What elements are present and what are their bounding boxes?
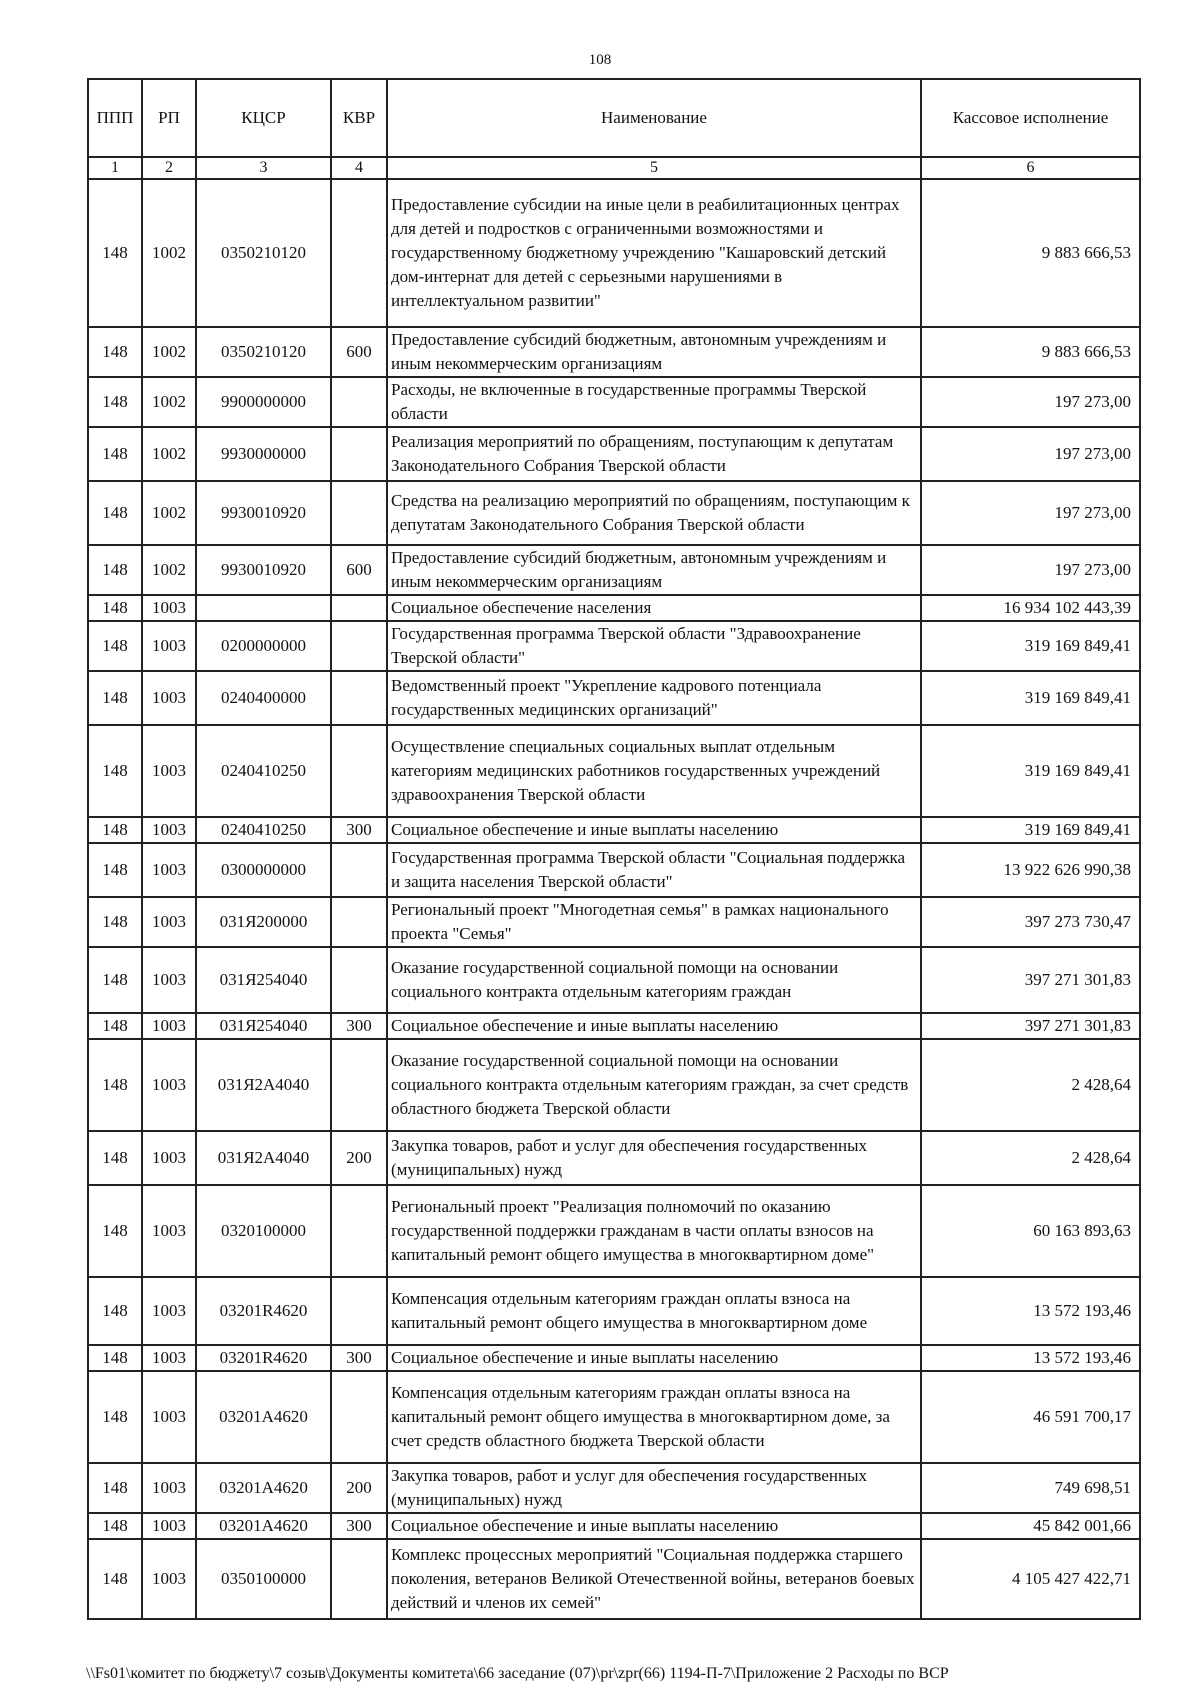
cell-rp: 1003: [142, 1513, 196, 1539]
cell-rp: 1002: [142, 377, 196, 427]
cell-ppp: 148: [88, 1345, 142, 1371]
table-row: [88, 897, 1140, 947]
cell-amount: 197 273,00: [921, 377, 1140, 427]
cell-amount: 16 934 102 443,39: [921, 595, 1140, 621]
cell-rp: 1002: [142, 545, 196, 595]
cell-kvr: [331, 843, 387, 897]
cell-ppp: 148: [88, 481, 142, 545]
table-row: [88, 327, 1140, 377]
table-body: [88, 179, 1140, 1619]
cell-amount: 319 169 849,41: [921, 671, 1140, 725]
cell-kvr: [331, 621, 387, 671]
header-rp: РП: [142, 79, 196, 157]
cell-name: Социальное обеспечение и иные выплаты населению: [387, 1013, 921, 1039]
table-row: [88, 377, 1140, 427]
cell-ppp: 148: [88, 621, 142, 671]
cell-ppp: 148: [88, 1131, 142, 1185]
cell-amount: 9 883 666,53: [921, 327, 1140, 377]
cell-name: Ведомственный проект "Укрепление кадрового потенциала государственных медицинских организаций": [387, 671, 921, 725]
cell-kvr: [331, 1539, 387, 1619]
cell-name: Предоставление субсидий бюджетным, автономным учреждениям и иным некоммерческим организациям: [387, 545, 921, 595]
table-row: [88, 179, 1140, 327]
table-row: [88, 1539, 1140, 1619]
cell-kcsr: [196, 595, 331, 621]
cell-rp: 1003: [142, 897, 196, 947]
cell-name: Закупка товаров, работ и услуг для обеспечения государственных (муниципальных) нужд: [387, 1131, 921, 1185]
table-row: [88, 1513, 1140, 1539]
cell-rp: 1003: [142, 1463, 196, 1513]
cell-kcsr: 031Я200000: [196, 897, 331, 947]
cell-kcsr: 9930010920: [196, 481, 331, 545]
cell-name: Региональный проект "Реализация полномочий по оказанию государственной поддержки гражданам в части оплаты взносов на капитальный ремонт общего имущества в многоквартирном доме": [387, 1185, 921, 1277]
cell-kcsr: 9930010920: [196, 545, 331, 595]
page-number: 108: [588, 52, 612, 68]
column-number: 2: [142, 157, 196, 179]
table-row: [88, 1131, 1140, 1185]
cell-kcsr: 9930000000: [196, 427, 331, 481]
cell-kcsr: 03201А4620: [196, 1371, 331, 1463]
cell-name: Региональный проект "Многодетная семья" в рамках национального проекта "Семья": [387, 897, 921, 947]
cell-name: Предоставление субсидии на иные цели в реабилитационных центрах для детей и подростков с ограниченными возможностями и государственному бюджетному учреждению "Кашаровский детский дом-интернат для детей с серьезными нарушениями в интеллектуальном развитии": [387, 179, 921, 327]
cell-name: Комплекс процессных мероприятий "Социальная поддержка старшего поколения, ветеранов Великой Отечественной войны, ветеранов боевых действий и членов их семей": [387, 1539, 921, 1619]
table-row: [88, 621, 1140, 671]
cell-amount: 197 273,00: [921, 427, 1140, 481]
cell-name: Социальное обеспечение и иные выплаты населению: [387, 817, 921, 843]
cell-ppp: 148: [88, 427, 142, 481]
cell-ppp: 148: [88, 897, 142, 947]
header-name: Наименование: [387, 79, 921, 157]
cell-name: Средства на реализацию мероприятий по обращениям, поступающим к депутатам Законодательного Собрания Тверской области: [387, 481, 921, 545]
cell-name: Социальное обеспечение населения: [387, 595, 921, 621]
header-kcsr: КЦСР: [196, 79, 331, 157]
cell-amount: 46 591 700,17: [921, 1371, 1140, 1463]
cell-rp: 1003: [142, 1039, 196, 1131]
cell-name: Государственная программа Тверской области "Здравоохранение Тверской области": [387, 621, 921, 671]
cell-kcsr: 031Я2А4040: [196, 1039, 331, 1131]
column-number: 4: [331, 157, 387, 179]
table-row: [88, 1185, 1140, 1277]
cell-ppp: 148: [88, 947, 142, 1013]
table-row: [88, 1013, 1140, 1039]
cell-ppp: 148: [88, 595, 142, 621]
cell-kvr: 300: [331, 1013, 387, 1039]
cell-ppp: 148: [88, 1039, 142, 1131]
cell-kcsr: 0300000000: [196, 843, 331, 897]
cell-kcsr: 0320100000: [196, 1185, 331, 1277]
cell-rp: 1003: [142, 817, 196, 843]
cell-kvr: 200: [331, 1463, 387, 1513]
footer-file-path: \\Fs01\комитет по бюджету\7 созыв\Документы комитета\66 заседание (07)\pr\zpr(66) 1194-П-7\Приложение 2 Расходы по ВСР: [86, 1665, 949, 1682]
cell-name: Оказание государственной социальной помощи на основании социального контракта отдельным категориям граждан: [387, 947, 921, 1013]
cell-name: Расходы, не включенные в государственные программы Тверской области: [387, 377, 921, 427]
cell-amount: 2 428,64: [921, 1131, 1140, 1185]
cell-name: Социальное обеспечение и иные выплаты населению: [387, 1513, 921, 1539]
cell-kvr: [331, 671, 387, 725]
cell-name: Компенсация отдельным категориям граждан оплаты взноса на капитальный ремонт общего имущества в многоквартирном доме, за счет средств областного бюджета Тверской области: [387, 1371, 921, 1463]
cell-kvr: [331, 179, 387, 327]
cell-ppp: 148: [88, 843, 142, 897]
cell-rp: 1002: [142, 327, 196, 377]
cell-name: Закупка товаров, работ и услуг для обеспечения государственных (муниципальных) нужд: [387, 1463, 921, 1513]
cell-rp: 1003: [142, 1185, 196, 1277]
cell-amount: 319 169 849,41: [921, 817, 1140, 843]
cell-amount: 45 842 001,66: [921, 1513, 1140, 1539]
cell-kcsr: 03201R4620: [196, 1345, 331, 1371]
cell-amount: 397 271 301,83: [921, 947, 1140, 1013]
cell-amount: 397 271 301,83: [921, 1013, 1140, 1039]
cell-ppp: 148: [88, 327, 142, 377]
cell-kcsr: 0240410250: [196, 725, 331, 817]
cell-kcsr: 031Я254040: [196, 947, 331, 1013]
cell-rp: 1003: [142, 621, 196, 671]
cell-ppp: 148: [88, 1539, 142, 1619]
cell-rp: 1003: [142, 1277, 196, 1345]
cell-rp: 1003: [142, 947, 196, 1013]
cell-kcsr: 03201А4620: [196, 1513, 331, 1539]
cell-kcsr: 03201R4620: [196, 1277, 331, 1345]
cell-kvr: 300: [331, 1345, 387, 1371]
cell-kcsr: 0350210120: [196, 327, 331, 377]
header-amount: Кассовое исполнение: [921, 79, 1140, 157]
table-row: [88, 671, 1140, 725]
cell-amount: 197 273,00: [921, 481, 1140, 545]
cell-kcsr: 9900000000: [196, 377, 331, 427]
cell-amount: 13 572 193,46: [921, 1345, 1140, 1371]
table-row: [88, 1277, 1140, 1345]
cell-rp: 1003: [142, 843, 196, 897]
cell-ppp: 148: [88, 817, 142, 843]
cell-kcsr: 0200000000: [196, 621, 331, 671]
budget-table: [87, 78, 1141, 1620]
cell-amount: 13 922 626 990,38: [921, 843, 1140, 897]
table-row: [88, 817, 1140, 843]
table-row: [88, 1039, 1140, 1131]
cell-kcsr: 0350100000: [196, 1539, 331, 1619]
cell-name: Оказание государственной социальной помощи на основании социального контракта отдельным категориям граждан, за счет средств областного бюджета Тверской области: [387, 1039, 921, 1131]
cell-name: Реализация мероприятий по обращениям, поступающим к депутатам Законодательного Собрания Тверской области: [387, 427, 921, 481]
cell-name: Государственная программа Тверской области "Социальная поддержка и защита населения Тверской области": [387, 843, 921, 897]
cell-kvr: 300: [331, 817, 387, 843]
cell-kvr: [331, 481, 387, 545]
cell-kvr: [331, 1277, 387, 1345]
cell-rp: 1003: [142, 1539, 196, 1619]
cell-ppp: 148: [88, 545, 142, 595]
column-number: 6: [921, 157, 1140, 179]
cell-amount: 319 169 849,41: [921, 725, 1140, 817]
table-row: [88, 595, 1140, 621]
table-row: [88, 1371, 1140, 1463]
column-number: 3: [196, 157, 331, 179]
cell-ppp: 148: [88, 671, 142, 725]
cell-kvr: 200: [331, 1131, 387, 1185]
cell-amount: 2 428,64: [921, 1039, 1140, 1131]
cell-rp: 1002: [142, 179, 196, 327]
cell-kcsr: 031Я2А4040: [196, 1131, 331, 1185]
cell-amount: 397 273 730,47: [921, 897, 1140, 947]
table-row: [88, 1345, 1140, 1371]
cell-name: Осуществление специальных социальных выплат отдельным категориям медицинских работников государственных учреждений здравоохранения Тверской области: [387, 725, 921, 817]
cell-rp: 1003: [142, 1131, 196, 1185]
cell-amount: 9 883 666,53: [921, 179, 1140, 327]
header-kvr: КВР: [331, 79, 387, 157]
cell-amount: 319 169 849,41: [921, 621, 1140, 671]
cell-kvr: [331, 947, 387, 1013]
cell-kcsr: 0240400000: [196, 671, 331, 725]
cell-rp: 1003: [142, 671, 196, 725]
cell-kvr: [331, 897, 387, 947]
cell-kvr: [331, 427, 387, 481]
cell-rp: 1003: [142, 1345, 196, 1371]
cell-rp: 1002: [142, 481, 196, 545]
cell-rp: 1003: [142, 725, 196, 817]
column-number: 1: [88, 157, 142, 179]
cell-ppp: 148: [88, 1013, 142, 1039]
table-row: [88, 1463, 1140, 1513]
cell-kvr: [331, 595, 387, 621]
cell-kvr: [331, 1185, 387, 1277]
cell-kvr: [331, 1039, 387, 1131]
cell-rp: 1003: [142, 1371, 196, 1463]
cell-kvr: [331, 1371, 387, 1463]
cell-ppp: 148: [88, 725, 142, 817]
cell-ppp: 148: [88, 1513, 142, 1539]
cell-rp: 1003: [142, 595, 196, 621]
table-row: [88, 427, 1140, 481]
column-number: 5: [387, 157, 921, 179]
cell-ppp: 148: [88, 179, 142, 327]
cell-name: Компенсация отдельным категориям граждан оплаты взноса на капитальный ремонт общего имущества в многоквартирном доме: [387, 1277, 921, 1345]
cell-amount: 60 163 893,63: [921, 1185, 1140, 1277]
cell-ppp: 148: [88, 1463, 142, 1513]
cell-amount: 749 698,51: [921, 1463, 1140, 1513]
cell-rp: 1003: [142, 1013, 196, 1039]
table-row: [88, 481, 1140, 545]
cell-kvr: 300: [331, 1513, 387, 1539]
cell-rp: 1002: [142, 427, 196, 481]
cell-kcsr: 03201А4620: [196, 1463, 331, 1513]
header-ppp: ППП: [88, 79, 142, 157]
cell-kvr: 600: [331, 545, 387, 595]
cell-amount: 197 273,00: [921, 545, 1140, 595]
cell-name: Предоставление субсидий бюджетным, автономным учреждениям и иным некоммерческим организациям: [387, 327, 921, 377]
cell-amount: 13 572 193,46: [921, 1277, 1140, 1345]
cell-kvr: 600: [331, 327, 387, 377]
cell-kcsr: 031Я254040: [196, 1013, 331, 1039]
cell-amount: 4 105 427 422,71: [921, 1539, 1140, 1619]
cell-ppp: 148: [88, 1185, 142, 1277]
cell-kcsr: 0240410250: [196, 817, 331, 843]
table-row: [88, 947, 1140, 1013]
cell-kcsr: 0350210120: [196, 179, 331, 327]
cell-ppp: 148: [88, 377, 142, 427]
table-row: [88, 843, 1140, 897]
cell-ppp: 148: [88, 1277, 142, 1345]
table-row: [88, 545, 1140, 595]
cell-ppp: 148: [88, 1371, 142, 1463]
cell-name: Социальное обеспечение и иные выплаты населению: [387, 1345, 921, 1371]
cell-kvr: [331, 725, 387, 817]
cell-kvr: [331, 377, 387, 427]
table-row: [88, 725, 1140, 817]
